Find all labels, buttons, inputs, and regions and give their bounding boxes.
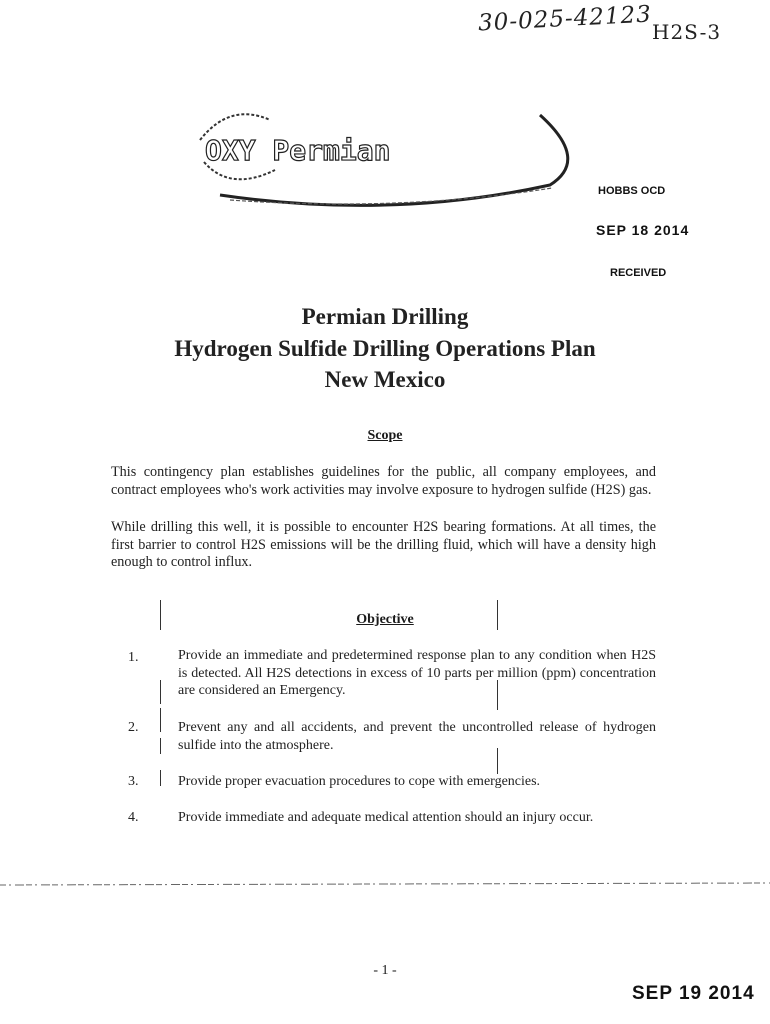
document-title-line1: Permian Drilling	[301, 304, 469, 329]
objective-number: 3.	[128, 774, 139, 789]
page-number: - 1 -	[373, 963, 397, 978]
scan-mark	[160, 770, 161, 786]
stamp-received-label: RECEIVED	[610, 267, 667, 279]
handwritten-api-number: 30-025-42123	[477, 1, 653, 37]
scope-heading: Scope	[367, 428, 403, 443]
objective-heading: Objective	[356, 612, 414, 627]
scan-mark	[160, 708, 161, 732]
stamp-received-date: SEP 18 2014	[596, 222, 690, 238]
scope-paragraph-1: This contingency plan establishes guidelines for the public, all company employees, and contract employees who's work activities may involve exposure to hydrogen sulfide (H2S) gas.	[111, 464, 656, 498]
objective-number: 4.	[128, 810, 139, 825]
company-logo	[190, 100, 590, 220]
objective-text: Provide proper evacuation procedures to cope with emergencies.	[178, 774, 541, 789]
scan-mark	[160, 738, 161, 754]
objective-number: 1.	[128, 650, 139, 665]
objective-text: Prevent any and all accidents, and prevent the uncontrolled release of hydrogen sulfide into the atmosphere.	[178, 720, 656, 753]
document-title-line3: New Mexico	[324, 367, 446, 392]
objective-text: Provide an immediate and predetermined response plan to any condition when H2S is detected. All H2S detections in excess of 10 parts per million (ppm) concentration are considered an Emergency.	[178, 648, 656, 698]
objective-number: 2.	[128, 720, 139, 735]
objective-text: Provide immediate and adequate medical attention should an injury occur.	[178, 810, 594, 825]
logo-brand-text: OXY Permian	[205, 134, 391, 167]
scan-noise-line	[0, 876, 770, 886]
handwritten-h2s-code: H2S-3	[652, 20, 722, 44]
scope-paragraph-2: While drilling this well, it is possible to encounter H2S bearing formations. At all times, the first barrier to control H2S emissions will be the drilling fluid, which will have a density high enough to control influx.	[111, 519, 656, 570]
logo-swoosh-graphic	[190, 100, 590, 220]
document-title-line2: Hydrogen Sulfide Drilling Operations Plan	[174, 336, 596, 361]
stamp-hobbs-ocd: HOBBS OCD	[598, 185, 666, 197]
scan-mark	[160, 680, 161, 704]
stamp-footer-date: SEP 19 2014	[632, 983, 755, 1004]
